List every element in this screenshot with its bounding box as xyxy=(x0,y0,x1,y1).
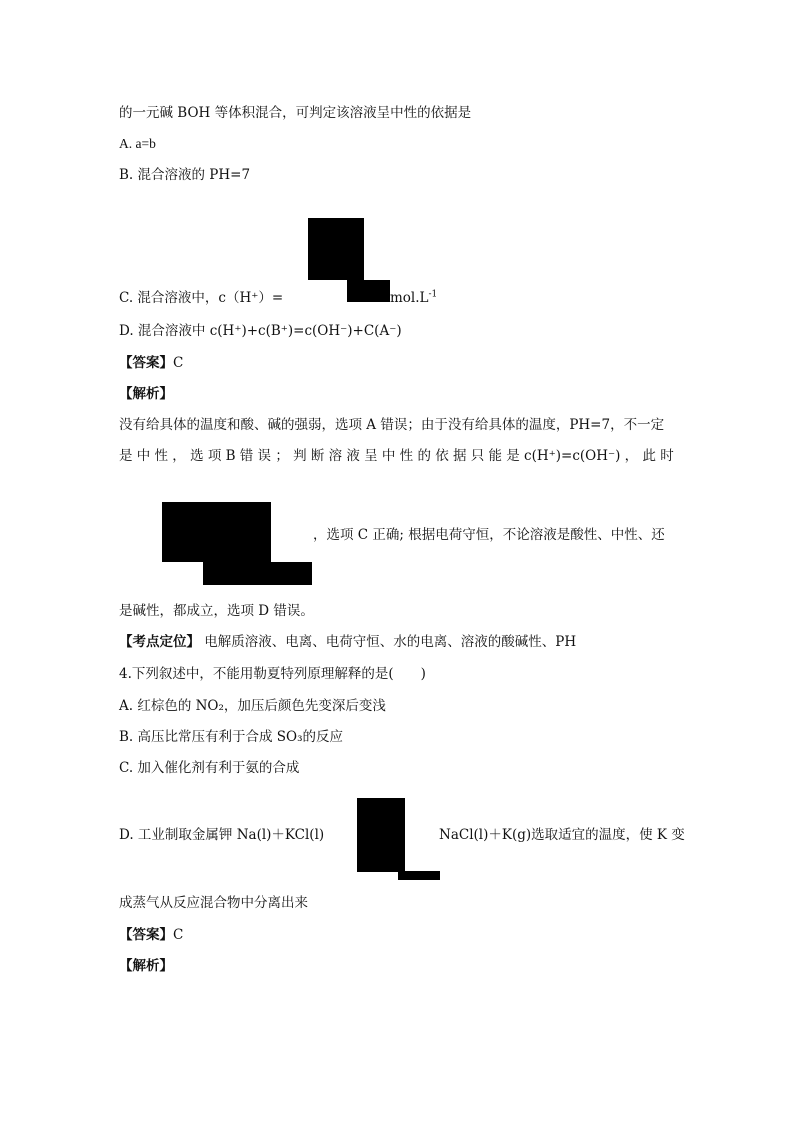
analysis-line-2-word: 性 xyxy=(399,448,414,464)
analysis-line-2 xyxy=(119,447,674,465)
analysis-line-2-word: 溶 xyxy=(328,448,343,464)
option-c xyxy=(119,289,283,307)
answer-value: C xyxy=(173,927,184,943)
analysis-line-2-word: ， xyxy=(624,448,639,464)
analysis-line-2-word: 是 xyxy=(119,448,133,464)
option-d: D. 混合溶液中 c(H⁺)+c(B⁺)=c(OH⁻)+C(A⁻) xyxy=(119,323,402,339)
answer-label: 【答案】 xyxy=(119,355,173,371)
analysis-line-2-word: 依 xyxy=(435,448,449,464)
answer-q4 xyxy=(119,926,183,944)
analysis-line-2-word: 判 xyxy=(293,448,307,464)
option-a: A. a=b xyxy=(119,136,156,151)
analysis-line-2-word: 中 xyxy=(381,448,396,464)
unit-exponent: -1 xyxy=(428,289,438,300)
analysis-line-2-word: c(H⁺)=c(OH⁻) xyxy=(524,448,621,464)
analysis-line-4: 是碱性，都成立，选项 D 错误。 xyxy=(119,603,314,619)
redacted-formula-c-lower xyxy=(347,280,390,302)
analysis-line-2-word: 选 xyxy=(190,448,204,464)
analysis-label-q4: 【解析】 xyxy=(119,958,173,974)
analysis-line-2-word: ； xyxy=(275,448,289,464)
analysis-line-2-word: 断 xyxy=(310,448,325,464)
analysis-line-2-word: 错 xyxy=(239,448,254,464)
q4-option-a: A. 红棕色的 NO₂，加压后颜色先变深后变浅 xyxy=(119,698,386,714)
q4-option-d-post: NaCl(l)＋K(g)选取适宜的温度，使 K 变 xyxy=(439,827,685,843)
analysis-line-2-word: B xyxy=(225,448,236,464)
option-c-unit xyxy=(390,289,437,307)
unit-text: mol.L xyxy=(390,290,429,306)
analysis-line-2-word: 液 xyxy=(346,448,360,464)
redacted-formula-analysis-upper xyxy=(162,502,271,562)
analysis-line-2-word: 只 xyxy=(470,448,485,464)
q4-option-d-pre: D. 工业制取金属钾 Na(l)＋KCl(l) xyxy=(119,827,325,843)
analysis-line-2-word: 中 xyxy=(136,448,151,464)
redacted-formula-analysis-lower xyxy=(203,562,312,585)
analysis-line-2-word: 此 xyxy=(642,448,656,464)
kaodian-line xyxy=(119,633,576,651)
option-c-label: C. 混合溶液中，c（H⁺）= xyxy=(119,290,284,306)
analysis-line-2-word: 能 xyxy=(488,448,502,464)
analysis-line-2-word: 项 xyxy=(207,448,222,464)
q4-option-d-cont: 成蒸气从反应混合物中分离出来 xyxy=(119,895,308,911)
q4-option-c: C. 加入催化剂有利于氨的合成 xyxy=(119,760,300,776)
analysis-line-2-word: ， xyxy=(172,448,186,464)
analysis-line-2-word: 是 xyxy=(506,448,520,464)
redacted-equilibrium-arrow-lower xyxy=(398,871,440,880)
analysis-label: 【解析】 xyxy=(119,386,173,402)
answer-label: 【答案】 xyxy=(119,927,173,943)
analysis-line-3: ，选项 C 正确; 根据电荷守恒，不论溶液是酸性、中性、还 xyxy=(313,527,665,543)
q4-stem: 4.下列叙述中，不能用勒夏特列原理解释的是( ) xyxy=(119,666,426,682)
kaodian-text: 电解质溶液、电离、电荷守恒、水的电离、溶液的酸碱性、PH xyxy=(200,634,577,650)
answer-q3 xyxy=(119,354,183,372)
intro-line: 的一元碱 BOH 等体积混合，可判定该溶液呈中性的依据是 xyxy=(119,105,472,121)
analysis-line-2-word: 据 xyxy=(452,448,467,464)
answer-value: C xyxy=(173,355,184,371)
q4-option-b: B. 高压比常压有利于合成 SO₃的反应 xyxy=(119,729,344,745)
option-b: B. 混合溶液的 PH=7 xyxy=(119,167,251,183)
kaodian-label: 【考点定位】 xyxy=(119,634,200,650)
redacted-equilibrium-arrow-upper xyxy=(357,798,405,872)
analysis-line-1: 没有给具体的温度和酸、碱的强弱，选项 A 错误；由于没有给具体的温度，PH=7，不一定 xyxy=(119,417,665,433)
analysis-line-2-word: 误 xyxy=(257,448,272,464)
analysis-line-2-word: 的 xyxy=(417,448,431,464)
analysis-line-2-word: 呈 xyxy=(364,448,378,464)
analysis-line-2-word: 时 xyxy=(660,448,674,464)
analysis-line-2-word: 性 xyxy=(154,448,169,464)
redacted-formula-c-upper xyxy=(308,218,364,280)
